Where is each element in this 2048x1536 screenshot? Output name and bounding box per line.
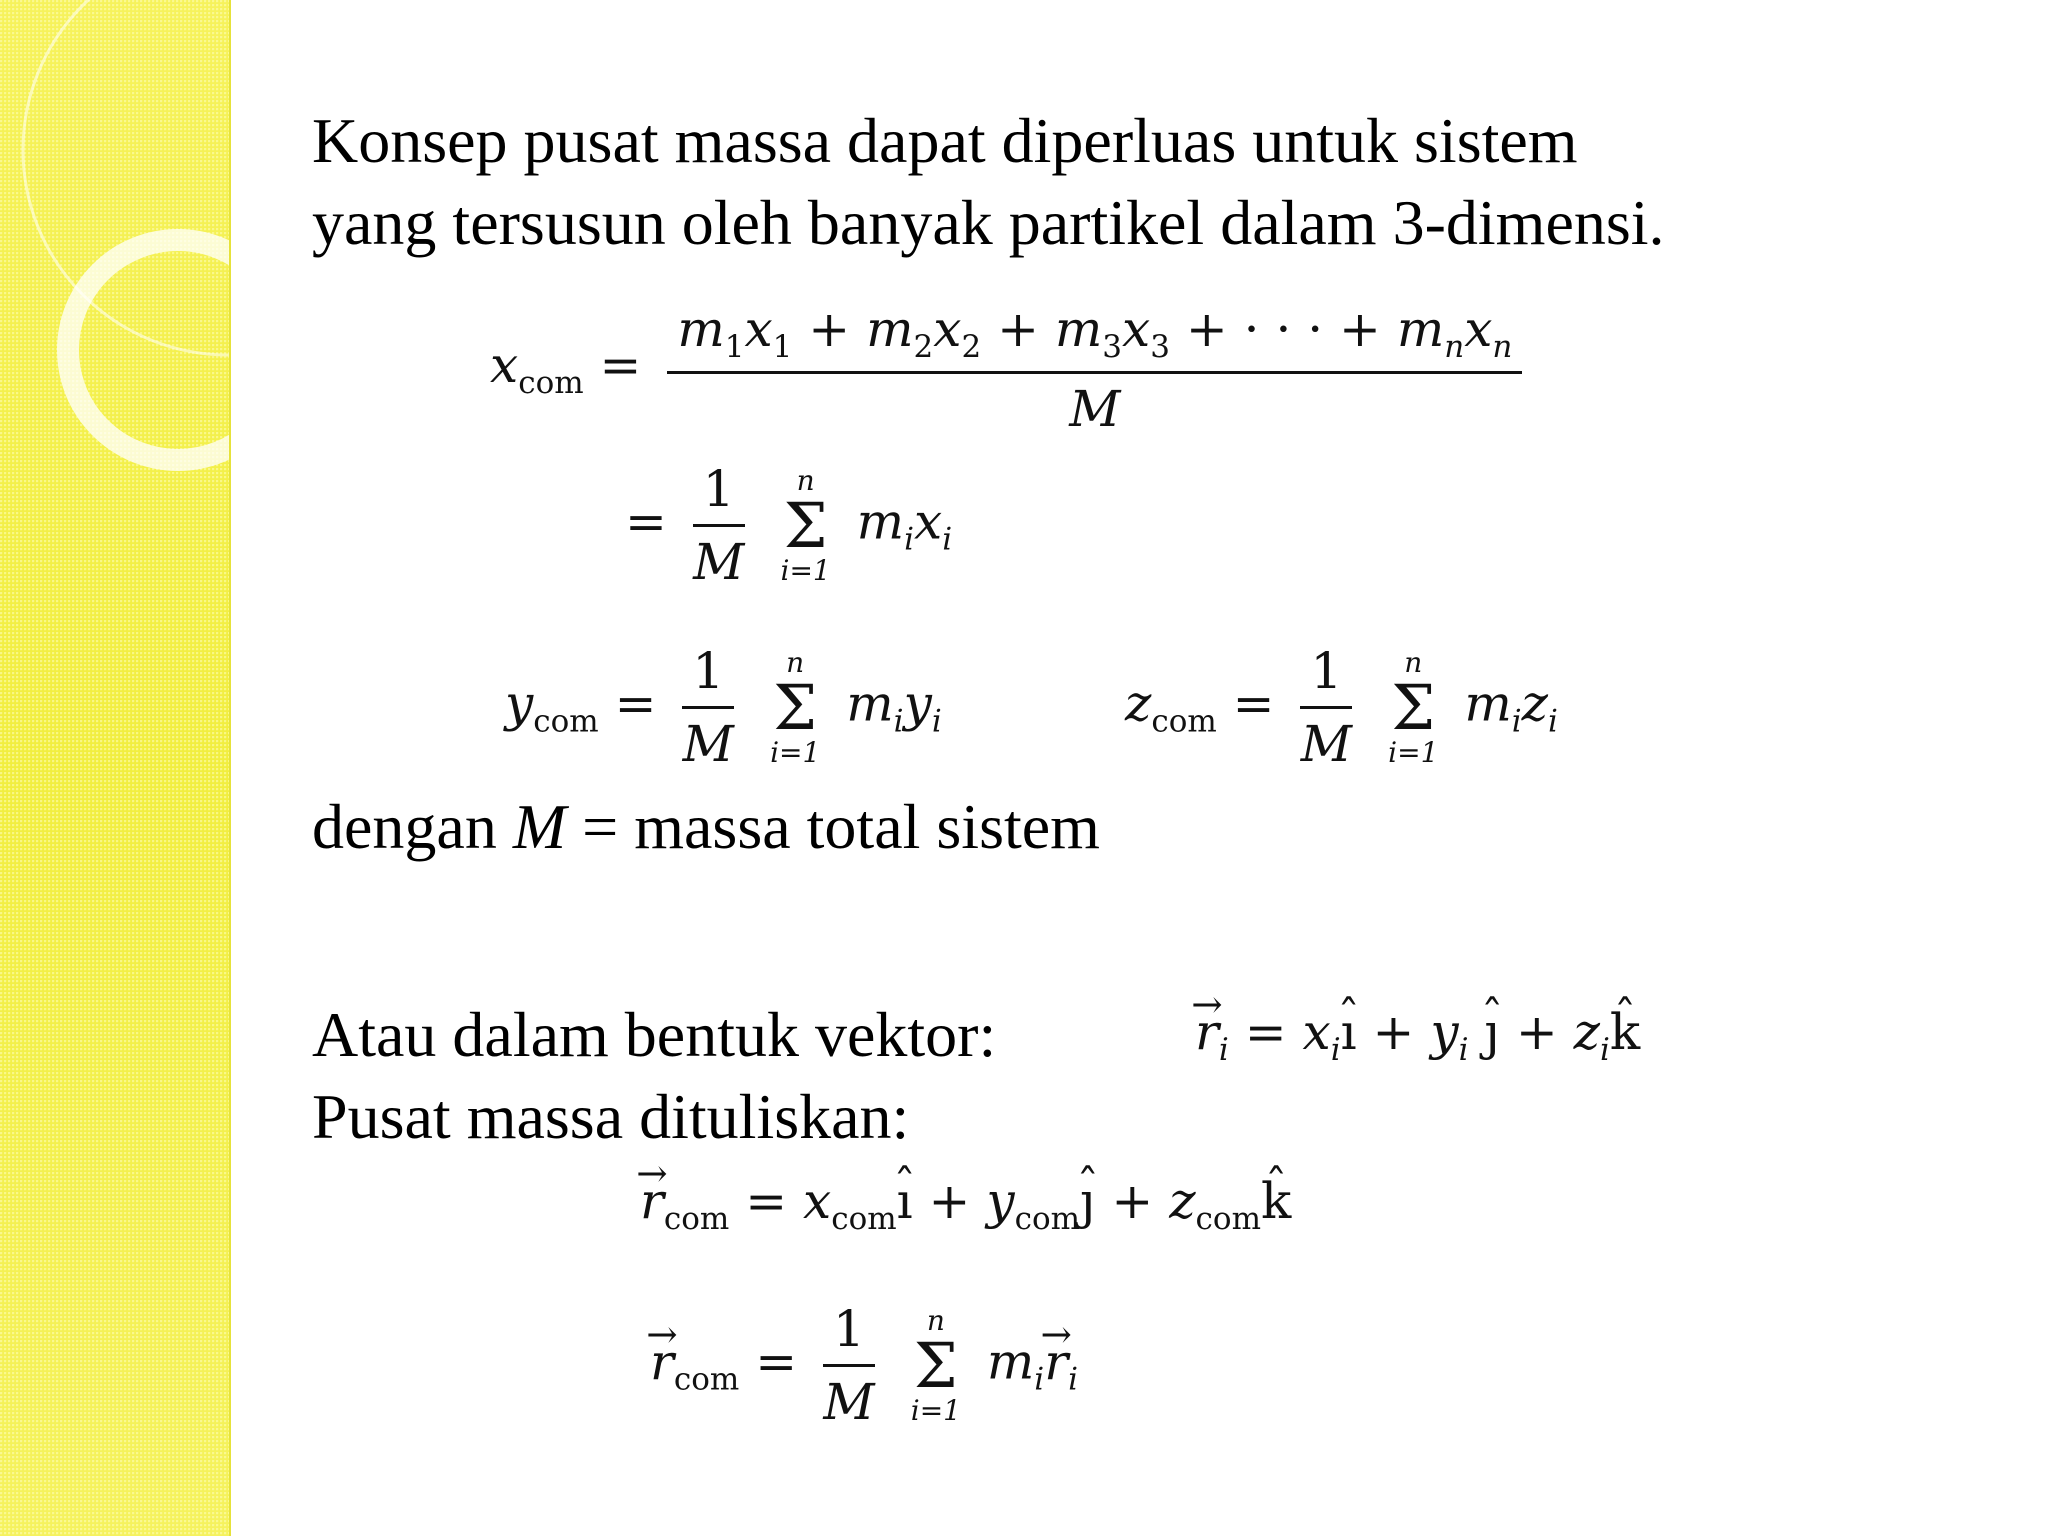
sidebar-divider [229, 0, 231, 1536]
equation-ri: → $r_i$ = $x_iˆ$ ı + $y_i$ ˆ ȷ + $z_iˆ$ k [1195, 1003, 1640, 1068]
pusat-label: Pusat massa dituliskan: [312, 1081, 910, 1152]
dengan-var: M [512, 791, 567, 862]
dengan-suffix: = massa total sistem [566, 791, 1100, 862]
equation-zcom: $z_{com}$ = $\frac{1}{M}$ n Σ i=1 $m_iz_i$ [1125, 642, 1558, 773]
intro-line-2: yang tersusun oleh banyak partikel dalam 3-dimensi. [312, 187, 1665, 258]
equation-rcom-components: → $r_{com}$ = $x_{com}ˆ$ ı + $y_{com}ˆ$ ȷ + $z_{com}ˆ$ k [640, 1172, 1291, 1237]
atau-label: Atau dalam bentuk vektor: [312, 999, 997, 1070]
equation-xcom-sum: = $\frac{1}{M}$ n Σ i=1 $m_ix_i$ [625, 460, 953, 591]
equation-rcom-sum: → $r_{com}$ = $\frac{1}{M}$ n Σ i=1 $m_i\to r_i$ [650, 1300, 1078, 1431]
intro-line-1: Konsep pusat massa dapat diperluas untuk sistem [312, 105, 1578, 176]
equation-ycom: $y_{com}$ = $\frac{1}{M}$ n Σ i=1 $m_iy_i$ [505, 642, 942, 773]
decorative-circles [0, 0, 230, 1536]
dengan-line [312, 786, 1100, 868]
equation-xcom-def: $x_{com}$ = $\frac{m_1x_1 + m_2x_2 + m_3x_3 + \cdot \cdot \cdot + m_nx_n}{M}$ [490, 300, 1532, 438]
decorative-sidebar [0, 0, 230, 1536]
dengan-prefix: dengan [312, 791, 513, 862]
